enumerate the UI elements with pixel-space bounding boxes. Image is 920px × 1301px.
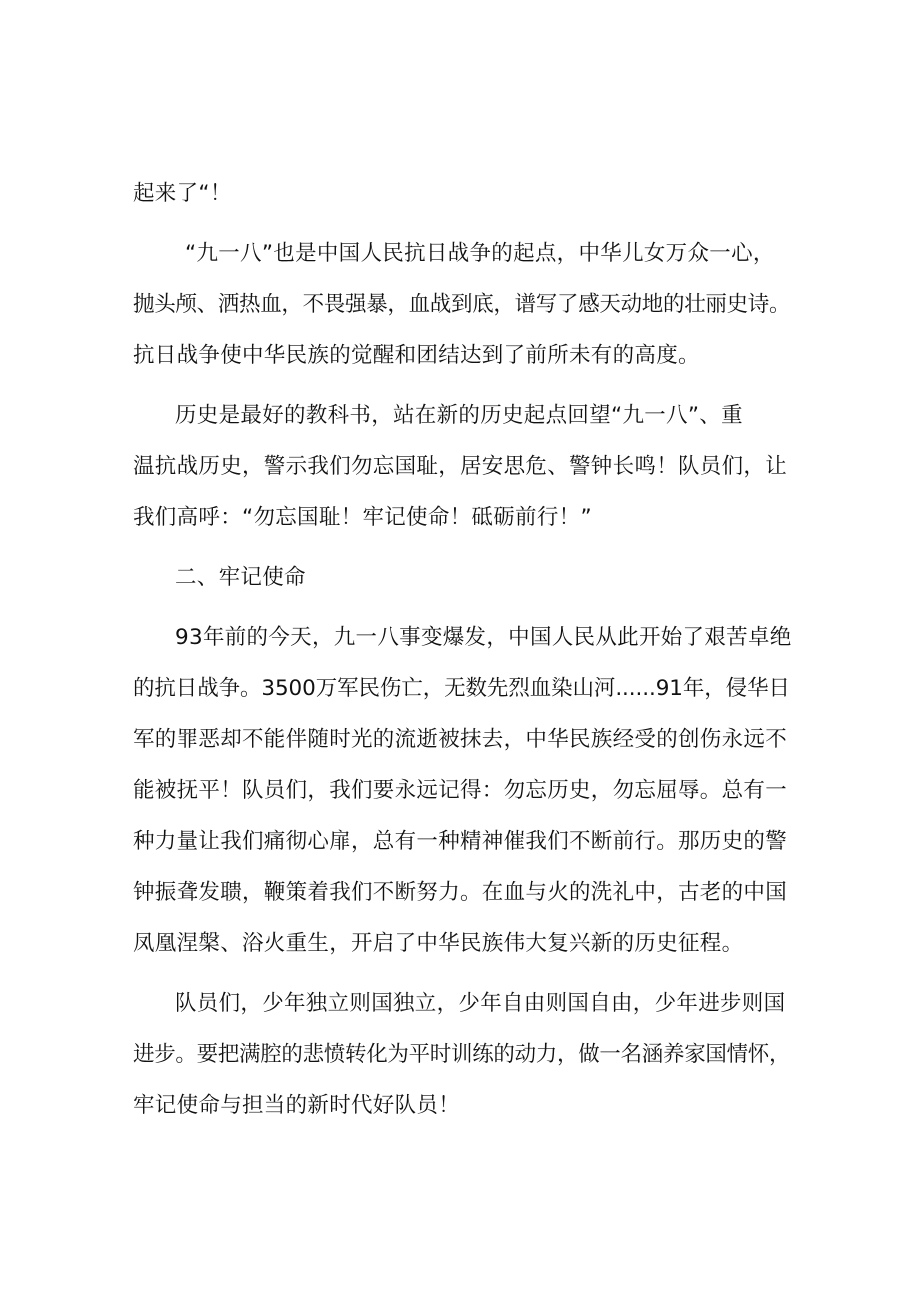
text-line: 起来了“！ [133,181,232,206]
text-line: 军的罪恶却不能伴随时光的流逝被抹去，中华民族经受的创伤永远不 [133,727,788,752]
section-heading [133,552,793,603]
text-line: “九一八”也是中国人民抗日战争的起点，中华儿女万众一心， [185,241,775,266]
text-line: 抛头颅、洒热血，不畏强暴，血战到底，谱写了感天动地的壮丽史诗。 [133,292,791,317]
text-line: 我们高呼：“勿忘国耻！牢记使命！砥砺前行！” [133,505,592,530]
paragraph-continuation [133,168,793,219]
paragraph-918-start [133,228,793,381]
document-body [133,168,793,1140]
text-line: 能被抚平！队员们，我们要永远记得：勿忘历史，勿忘屈辱。总有一 [133,778,788,803]
text-line: 牢记使命与担当的新时代好队员！ [133,1093,461,1118]
text-line: 队员们，少年独立则国独立，少年自由则国自由，少年进步则国 [175,991,786,1016]
paragraph-history-textbook [133,390,793,543]
paragraph-93-years [133,612,793,969]
text-line: 凤凰涅槃、浴火重生，开启了中华民族伟大复兴新的历史征程。 [133,931,744,956]
paragraph-young-members [133,978,793,1131]
text-line: 93年前的今天，九一八事变爆发，中国人民从此开始了艰苦卓绝 [175,625,792,650]
text-line: 抗日战争使中华民族的觉醒和团结达到了前所未有的高度。 [133,343,700,368]
text-line: 种力量让我们痛彻心扉，总有一种精神催我们不断前行。那历史的警 [133,829,788,854]
text-line: 温抗战历史，警示我们勿忘国耻，居安思危、警钟长鸣！队员们，让 [133,454,788,479]
text-line: 历史是最好的教科书，站在新的历史起点回望“九一八”、重 [175,403,743,428]
text-line: 进步。要把满腔的悲愤转化为平时训练的动力，做一名涵养家国情怀， [133,1042,791,1067]
text-line: 的抗日战争。3500万军民伤亡，无数先烈血染山河......91年，侵华日 [133,676,790,701]
section-heading-text: 二、牢记使命 [175,565,306,590]
text-line: 钟振聋发聩，鞭策着我们不断努力。在血与火的洗礼中，古老的中国 [133,880,788,905]
